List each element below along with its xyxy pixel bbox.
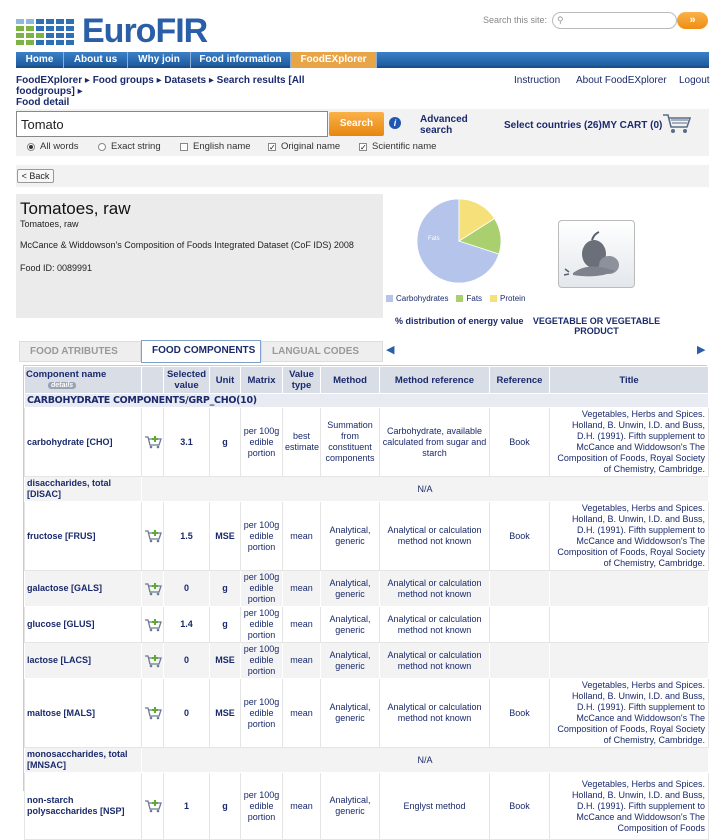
add-to-cart-cell[interactable] [142, 607, 164, 643]
nav-tab-foodexplorer[interactable]: FoodEXplorer [291, 52, 377, 68]
method-reference: Analytical or calculation method not known [380, 502, 490, 571]
add-to-cart-icon[interactable] [144, 435, 162, 449]
col-header-component-name[interactable] [25, 367, 142, 394]
method: Analytical, generic [321, 571, 380, 607]
option-original-name[interactable] [268, 141, 340, 152]
legend-swatch [386, 295, 393, 302]
table-row [25, 679, 709, 748]
matrix: per 100g edible portion [241, 571, 283, 607]
value-type: best estimate [283, 408, 321, 477]
na-cell: N/A [142, 477, 709, 502]
selected-value: 0 [164, 679, 210, 748]
value-type: mean [283, 571, 321, 607]
main-nav [16, 52, 709, 68]
detail-tabs [16, 339, 709, 363]
selected-value: 0 [164, 643, 210, 679]
site-search-input[interactable] [552, 12, 677, 29]
about-foodexplorer-link[interactable]: About FoodEXplorer [576, 75, 667, 86]
reference-title [550, 643, 709, 679]
value-type: mean [283, 502, 321, 571]
shopping-cart-icon[interactable] [662, 112, 692, 136]
add-to-cart-icon[interactable] [144, 529, 162, 543]
component-name[interactable]: lactose [LACS] [25, 643, 142, 679]
logo-text: EuroFIR [82, 12, 208, 50]
option-label: Exact string [111, 141, 161, 152]
unit: MSE [210, 502, 241, 571]
add-to-cart-cell[interactable] [142, 773, 164, 840]
tab-langual-codes[interactable]: LANGUAL CODES [261, 341, 383, 362]
tabs-next-arrow-icon[interactable]: ▶ [697, 344, 706, 356]
nav-tab-home[interactable]: Home [16, 52, 64, 68]
na-cell: N/A [142, 748, 709, 773]
add-to-cart-icon[interactable] [144, 618, 162, 632]
unit: g [210, 408, 241, 477]
component-group-row[interactable] [25, 394, 709, 408]
col-header-method[interactable]: Method [321, 367, 380, 394]
method-reference: Carbohydrate, available calculated from sugar and starch [380, 408, 490, 477]
col-header-selected-value[interactable]: Selected value [164, 367, 210, 394]
components-table-wrap [23, 365, 707, 833]
pie-caption: % distribution of energy value [395, 316, 524, 326]
logo-grid-icon [16, 19, 74, 45]
back-bar [16, 165, 709, 187]
my-cart-link[interactable]: MY CART (0) [602, 120, 663, 131]
select-countries-link[interactable]: Select countries (26) [504, 120, 602, 131]
info-icon[interactable]: i [389, 117, 401, 129]
reference-title: Vegetables, Herbs and Spices. Holland, B. Unwin, I.D. and Buss, D.H. (1991). Fifth supplement to McCance and Widdowson's The Composition of Foods, Royal Society of Chemistry, Cambridge. [550, 502, 709, 571]
vegetable-category-button[interactable] [558, 220, 635, 288]
reference-title: Vegetables, Herbs and Spices. Holland, B. Unwin, I.D. and Buss, D.H. (1991). Fifth supplement to McCance and Widdowson's The Composition of Foods, Royal Society of Chemistry, Cambridge. [550, 408, 709, 477]
option-all-words[interactable] [27, 141, 79, 152]
table-row [25, 607, 709, 643]
breadcrumb-item[interactable]: Food groups [92, 75, 154, 86]
table-row [25, 748, 709, 773]
method-reference: Analytical or calculation method not known [380, 607, 490, 643]
reference-title [550, 607, 709, 643]
col-header-unit[interactable]: Unit [210, 367, 241, 394]
value-type: mean [283, 773, 321, 840]
unit: MSE [210, 643, 241, 679]
value-type: mean [283, 643, 321, 679]
method: Analytical, generic [321, 643, 380, 679]
col-header-reference[interactable]: Reference [490, 367, 550, 394]
col-header-method-reference[interactable]: Method reference [380, 367, 490, 394]
col-header-matrix[interactable]: Matrix [241, 367, 283, 394]
table-row [25, 477, 709, 502]
reference-title [550, 571, 709, 607]
breadcrumb-item[interactable]: Search results [All foodgroups] [16, 75, 305, 97]
component-group-label[interactable]: CARBOHYDRATE COMPONENTS/GRP_CHO(10) [25, 394, 709, 408]
method: Analytical, generic [321, 502, 380, 571]
food-subtitle: Tomatoes, raw [20, 219, 79, 229]
search-button[interactable]: Search [329, 112, 384, 136]
matrix: per 100g edible portion [241, 679, 283, 748]
nav-tab-about-us[interactable]: About us [64, 52, 128, 68]
option-label: All words [40, 141, 79, 152]
unit: g [210, 571, 241, 607]
reference[interactable]: Book [490, 502, 550, 571]
reference[interactable]: Book [490, 408, 550, 477]
vegetables-icon [559, 221, 636, 289]
matrix: per 100g edible portion [241, 643, 283, 679]
option-label: Original name [281, 141, 341, 152]
food-source: McCance & Widdowson's Composition of Foods Integrated Dataset (CoF IDS) 2008 [20, 240, 354, 250]
legend-item [490, 294, 525, 303]
reference[interactable] [490, 571, 550, 607]
food-title: Tomatoes, raw [20, 199, 131, 218]
breadcrumb: FoodEXplorer ▸ Food groups ▸ Datasets ▸ Search results [All foodgroups] ▸ Food detail [16, 75, 305, 108]
food-search-input[interactable]: Tomato [16, 111, 328, 137]
col-header-value-type[interactable]: Value type [283, 367, 321, 394]
checkbox-checked-icon[interactable]: ✓ [360, 142, 367, 152]
component-name[interactable]: fructose [FRUS] [25, 502, 142, 571]
component-name[interactable]: disaccharides, total [DISAC] [25, 477, 142, 502]
add-to-cart-icon[interactable] [144, 582, 162, 596]
reference[interactable]: Book [490, 773, 550, 840]
breadcrumb-current: Food detail [16, 97, 70, 108]
col-header-label: Component name [26, 369, 107, 380]
option-label: English name [193, 141, 251, 152]
breadcrumb-item[interactable]: Datasets [164, 75, 207, 86]
option-label: Scientific name [372, 141, 437, 152]
col-header-title[interactable]: Title [550, 367, 709, 394]
matrix: per 100g edible portion [241, 773, 283, 840]
component-name[interactable]: non-starch polysaccharides [NSP] [25, 773, 142, 840]
method-reference: Analytical or calculation method not known [380, 679, 490, 748]
checkbox-icon[interactable] [180, 143, 188, 151]
table-row [25, 643, 709, 679]
instruction-link[interactable]: Instruction [514, 75, 561, 86]
tab-food-attributes[interactable]: FOOD ATRIBUTES [19, 341, 141, 362]
selected-value: 1.4 [164, 607, 210, 643]
tab-food-components[interactable]: FOOD COMPONENTS [141, 340, 261, 363]
pie-inline-label: Fats [428, 236, 440, 242]
energy-pie-chart [416, 198, 502, 284]
add-to-cart-cell[interactable] [142, 679, 164, 748]
magnifier-icon: ⚲ [557, 15, 564, 25]
method: Analytical, generic [321, 773, 380, 840]
method: Analytical, generic [321, 679, 380, 748]
unit: MSE [210, 679, 241, 748]
add-to-cart-cell[interactable] [142, 643, 164, 679]
unit: g [210, 607, 241, 643]
back-button[interactable]: < Back [17, 169, 54, 183]
add-to-cart-icon[interactable] [144, 654, 162, 668]
breadcrumb-item[interactable]: FoodEXplorer [16, 75, 83, 86]
component-name[interactable]: maltose [MALS] [25, 679, 142, 748]
value-type: mean [283, 679, 321, 748]
reference-title: Vegetables, Herbs and Spices. Holland, B. Unwin, I.D. and Buss, D.H. (1991). Fifth supplement to McCance and Widdowson's The Composition of Foods [550, 773, 709, 840]
site-search-go-button[interactable]: » [677, 12, 708, 29]
reference[interactable]: Book [490, 679, 550, 748]
method: Analytical, generic [321, 607, 380, 643]
method-reference: Analytical or calculation method not known [380, 643, 490, 679]
components-table [24, 366, 709, 840]
value-type: mean [283, 607, 321, 643]
reference[interactable] [490, 643, 550, 679]
legend-item [456, 294, 482, 303]
component-name[interactable]: monosaccharides, total [MNSAC] [25, 748, 142, 773]
selected-value: 0 [164, 571, 210, 607]
matrix: per 100g edible portion [241, 408, 283, 477]
add-to-cart-icon[interactable] [144, 706, 162, 720]
details-toggle-button[interactable]: details [48, 382, 76, 389]
radio-icon[interactable] [27, 143, 35, 151]
food-category-label: VEGETABLE OR VEGETABLE PRODUCT [532, 316, 661, 336]
nav-tab-why-join[interactable]: Why join [128, 52, 191, 68]
nav-tab-food-information[interactable]: Food information [191, 52, 291, 68]
component-name[interactable]: glucose [GLUS] [25, 607, 142, 643]
add-to-cart-cell[interactable] [142, 502, 164, 571]
matrix: per 100g edible portion [241, 607, 283, 643]
legend-label: Protein [500, 294, 526, 303]
option-exact-string[interactable] [98, 141, 161, 152]
table-row [25, 408, 709, 477]
site-search-label: Search this site: [483, 15, 548, 25]
add-to-cart-cell[interactable] [142, 571, 164, 607]
method-reference: Analytical or calculation method not known [380, 571, 490, 607]
selected-value: 3.1 [164, 408, 210, 477]
reference-title: Vegetables, Herbs and Spices. Holland, B. Unwin, I.D. and Buss, D.H. (1991). Fifth supplement to McCance and Widdowson's The Composition of Foods, Royal Society of Chemistry, Cambridge. [550, 679, 709, 748]
tabs-prev-arrow-icon[interactable]: ◀ [386, 344, 395, 356]
logout-link[interactable]: Logout [679, 75, 710, 86]
component-name[interactable]: carbohydrate [CHO] [25, 408, 142, 477]
legend-swatch [490, 295, 497, 302]
radio-icon[interactable] [98, 143, 106, 151]
option-scientific-name[interactable] [359, 141, 436, 152]
selected-value: 1 [164, 773, 210, 840]
matrix: per 100g edible portion [241, 502, 283, 571]
table-row [25, 571, 709, 607]
reference[interactable] [490, 607, 550, 643]
legend-label: Carbohydrates [396, 294, 449, 303]
legend-item [386, 294, 448, 303]
legend-label: Fats [466, 294, 483, 303]
advanced-search-link[interactable]: Advanced search [420, 114, 468, 136]
component-name[interactable]: galactose [GALS] [25, 571, 142, 607]
pie-legend [386, 294, 525, 303]
add-to-cart-cell[interactable] [142, 408, 164, 477]
table-row [25, 502, 709, 571]
unit: g [210, 773, 241, 840]
add-to-cart-icon[interactable] [144, 799, 162, 813]
method: Summation from constituent components [321, 408, 380, 477]
eurofir-logo[interactable] [16, 12, 207, 51]
table-header-row [25, 367, 709, 394]
method-reference: Englyst method [380, 773, 490, 840]
legend-swatch [456, 295, 463, 302]
option-english-name[interactable] [180, 141, 251, 152]
table-row [25, 773, 709, 840]
col-header-cart [142, 367, 164, 394]
food-id: Food ID: 0089991 [20, 263, 93, 273]
checkbox-checked-icon[interactable]: ✓ [269, 142, 276, 152]
selected-value: 1.5 [164, 502, 210, 571]
